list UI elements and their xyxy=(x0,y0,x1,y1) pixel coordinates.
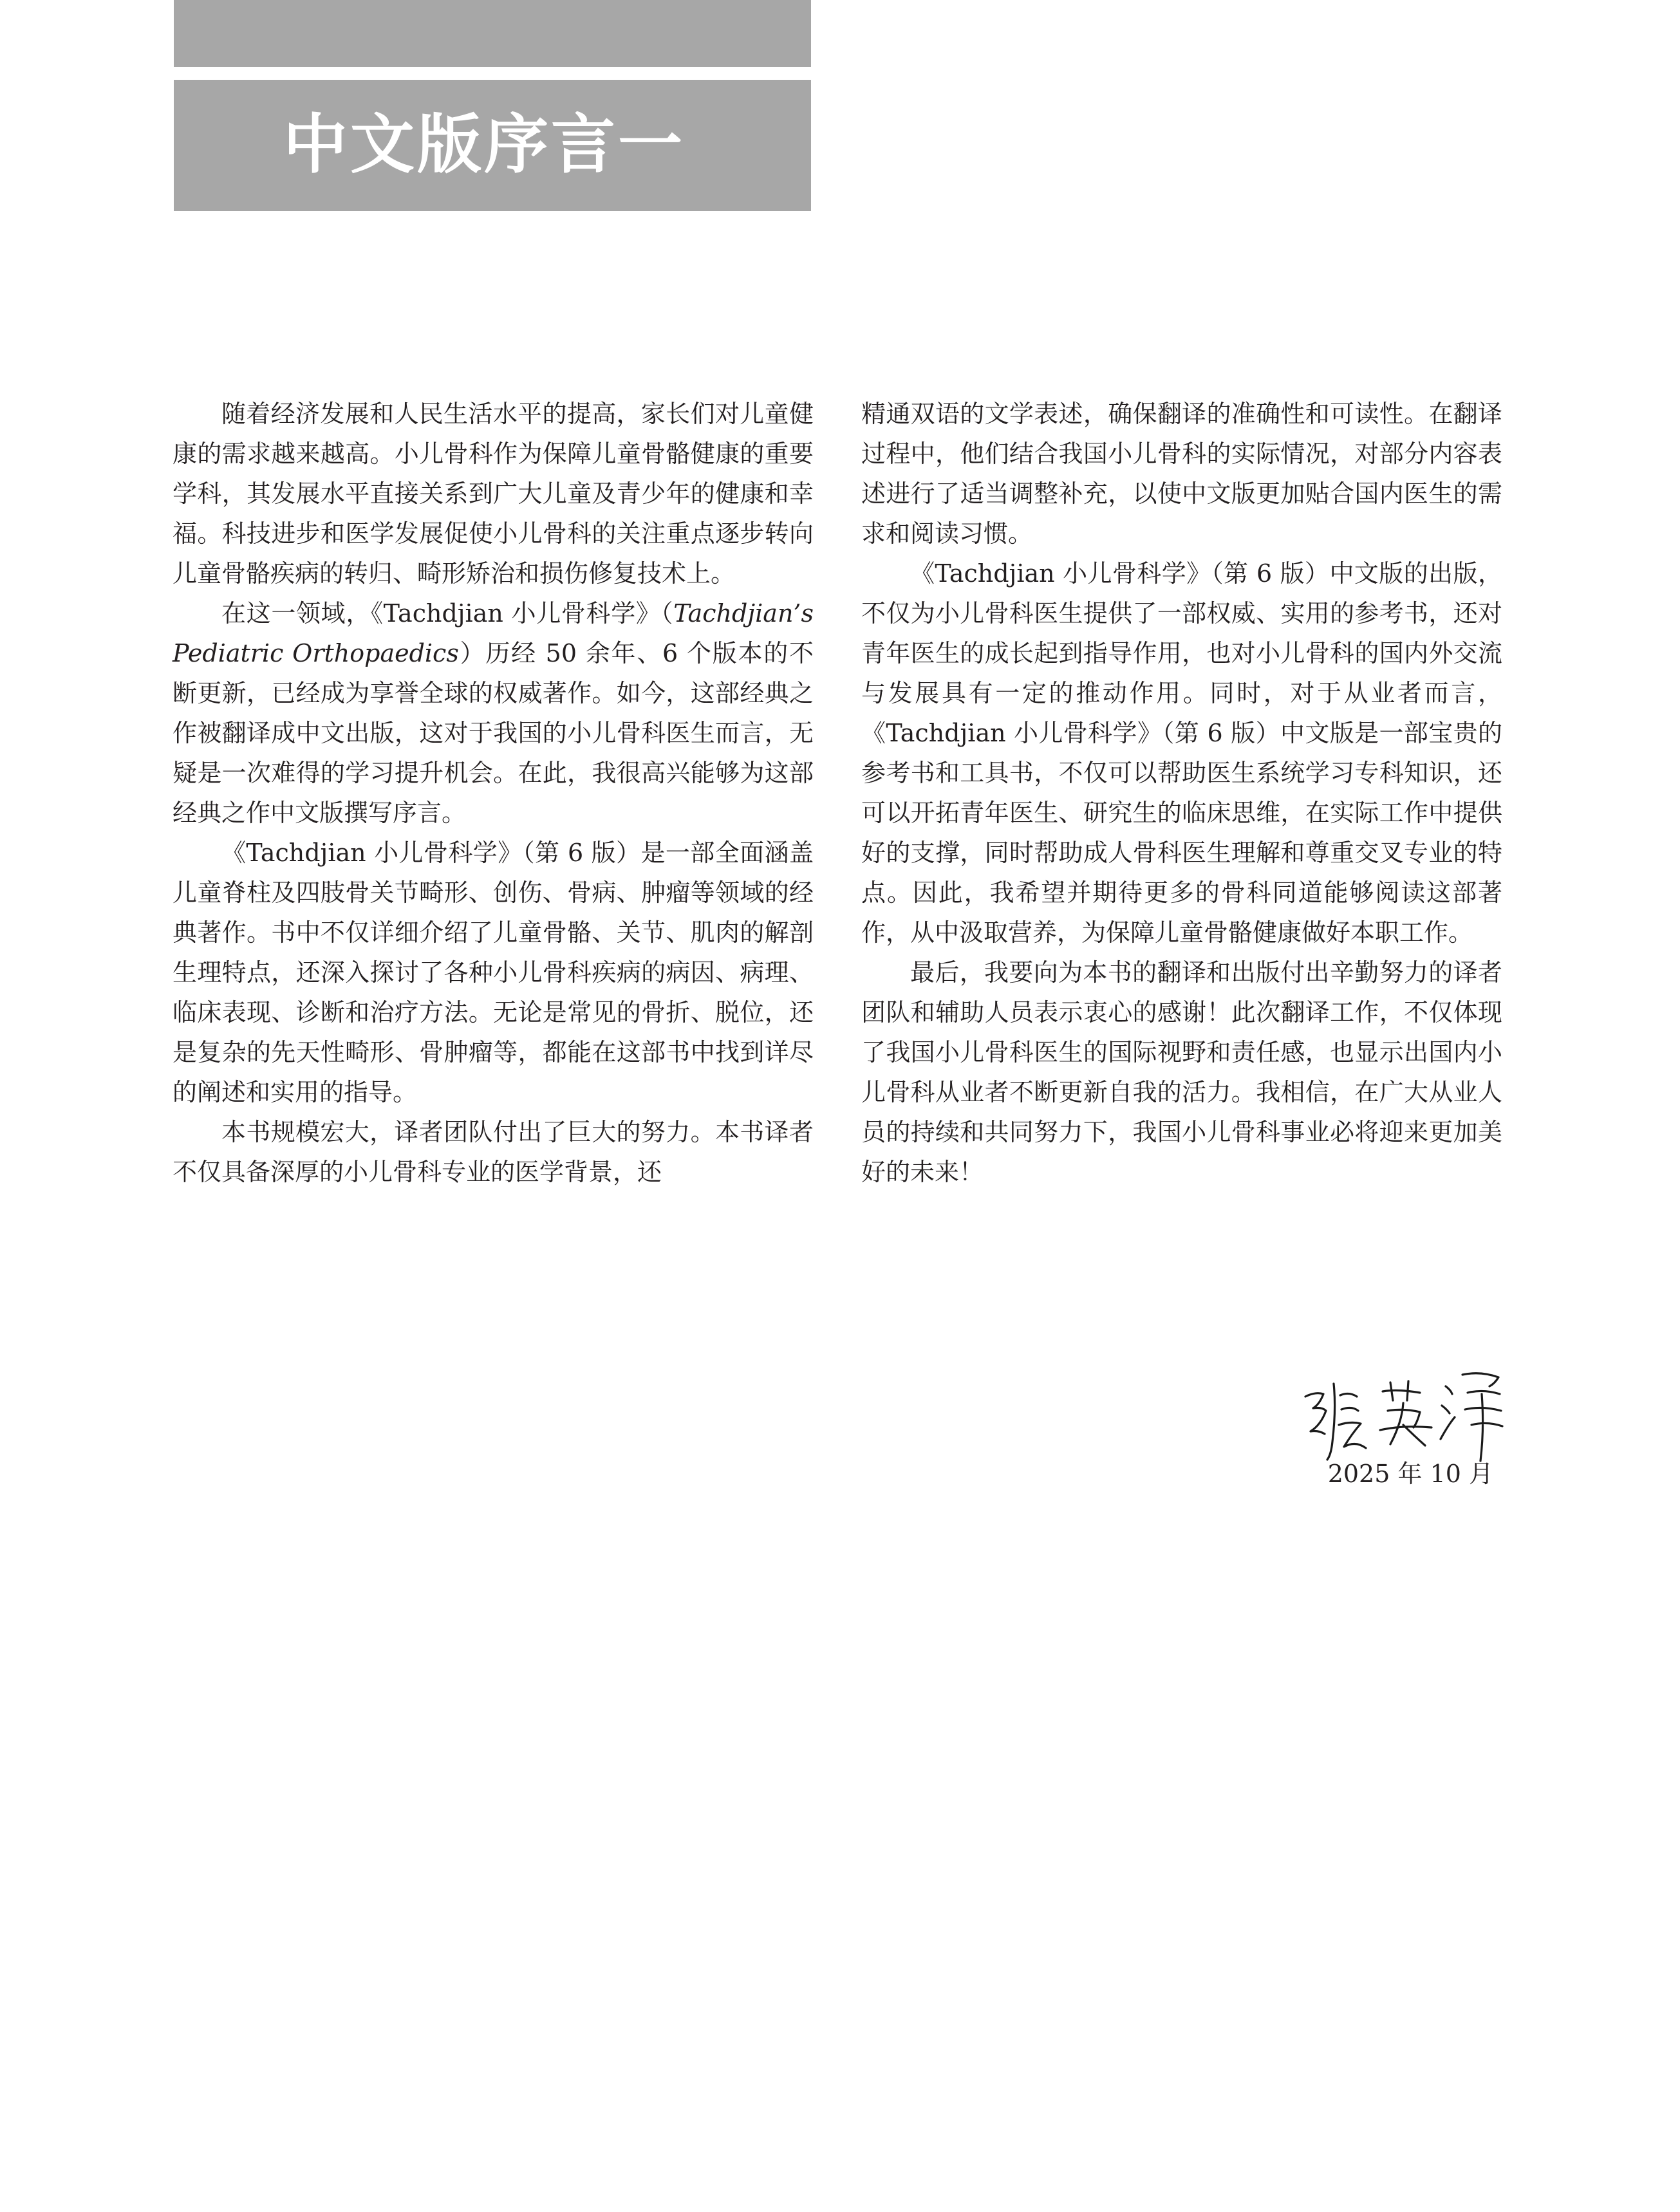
paragraph-text: ）历经 50 余年、6 个版本的不断更新，已经成为享誉全球的权威著作。如今，这部经典之作被翻译成中文出版，这对于我国的小儿骨科医生而言，无疑是一次难得的学习提升机会。在此，我很高兴能够为这部经典之作中文版撰写序言。 xyxy=(173,639,814,827)
paragraph-text: 在这一领域，《Tachdjian 小儿骨科学》（ xyxy=(221,599,674,627)
header-band xyxy=(174,0,811,67)
paragraph: 随着经济发展和人民生活水平的提高，家长们对儿童健康的需求越来越高。小儿骨科作为保障儿童骨骼健康的重要学科，其发展水平直接关系到广大儿童及青少年的健康和幸福。科技进步和医学发展促使小儿骨科的关注重点逐步转向儿童骨骼疾病的转归、畸形矫治和损伤修复技术上。 xyxy=(173,400,814,588)
paragraph: 《Tachdjian 小儿骨科学》（第 6 版）是一部全面涵盖儿童脊柱及四肢骨关节畸形、创伤、骨病、肿瘤等领域的经典著作。书中不仅详细介绍了儿童骨骼、关节、肌肉的解剖生理特点，还深入探讨了各种小儿骨科疾病的病因、病理、临床表现、诊断和治疗方法。无论是常见的骨折、脱位，还是复杂的先天性畸形、骨肿瘤等，都能在这部书中找到详尽的阐述和实用的指导。 xyxy=(173,839,814,1106)
paragraph xyxy=(173,593,814,833)
right-column xyxy=(861,394,1502,1192)
page-title: 中文版序言一 xyxy=(283,106,685,182)
book-title-english: Tachdjian’s Pediatric Orthopaedics xyxy=(173,599,814,667)
paragraph: 《Tachdjian 小儿骨科学》（第 6 版）中文版的出版，不仅为小儿骨科医生提供了一部权威、实用的参考书，还对青年医生的成长起到指导作用，也对小儿骨科的国内外交流与发展具有一定的推动作用。同时，对于从业者而言，《Tachdjian 小儿骨科学》（第 6 版）中文版是一部宝贵的参考书和工具书，不仅可以帮助医生系统学习专科知识，还可以开拓青年医生、研究生的临床思维，在实际工作中提供好的支撑，同时帮助成人骨科医生理解和尊重交叉专业的特点。因此，我希望并期待更多的骨科同道能够阅读这部著作，从中汲取营养，为保障儿童骨骼健康做好本职工作。 xyxy=(861,559,1502,947)
left-column xyxy=(173,394,814,1192)
handwritten-signature xyxy=(1294,1358,1513,1467)
paragraph-continuation: 精通双语的文学表述，确保翻译的准确性和可读性。在翻译过程中，他们结合我国小儿骨科的实际情况，对部分内容表述进行了适当调整补充，以使中文版更加贴合国内医生的需求和阅读习惯。 xyxy=(861,400,1502,548)
paragraph: 本书规模宏大，译者团队付出了巨大的努力。本书译者不仅具备深厚的小儿骨科专业的医学背景，还 xyxy=(173,1118,814,1186)
paragraph: 最后，我要向为本书的翻译和出版付出辛勤努力的译者团队和辅助人员表示衷心的感谢！此次翻译工作，不仅体现了我国小儿骨科医生的国际视野和责任感，也显示出国内小儿骨科从业者不断更新自我的活力。我相信，在广大从业人员的持续和共同努力下，我国小儿骨科事业必将迎来更加美好的未来！ xyxy=(861,958,1502,1186)
date: 2025 年 10 月 xyxy=(1327,1460,1493,1488)
title-banner xyxy=(174,80,811,211)
